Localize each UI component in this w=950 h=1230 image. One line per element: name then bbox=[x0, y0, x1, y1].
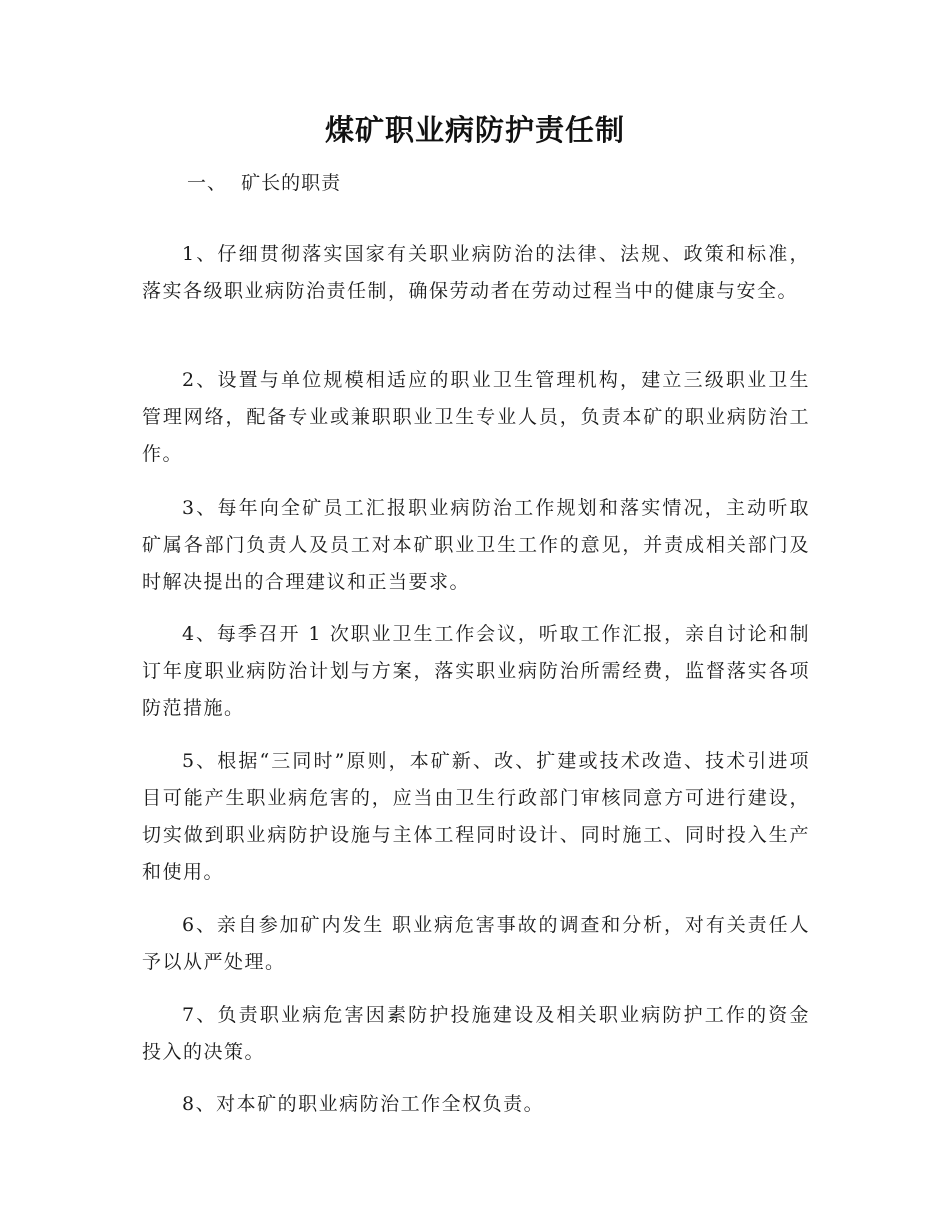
section-heading: 一、 矿长的职责 bbox=[187, 172, 342, 194]
paragraph-4: 4、每季召开 1 次职业卫生工作会议，听取工作汇报，亲自讨论和制订年度职业病防治计划与方案，落实职业病防治所需经费，监督落实各项防范措施。 bbox=[142, 623, 810, 719]
paragraph-2: 2、设置与单位规模相适应的职业卫生管理机构，建立三级职业卫生管理网络，配备专业或兼职职业卫生专业人员，负责本矿的职业病防治工作。 bbox=[142, 369, 810, 465]
paragraph-6: 6、亲自参加矿内发生 职业病危害事故的调查和分析，对有关责任人予以从严处理。 bbox=[142, 914, 810, 973]
paragraph-7: 7、负责职业病危害因素防护投施建设及相关职业病防护工作的资金投入的决策。 bbox=[142, 1004, 810, 1063]
paragraph-1: 1、仔细贯彻落实国家有关职业病防治的法律、法规、政策和标准，落实各级职业病防治责任制，确保劳动者在劳动过程当中的健康与安全。 bbox=[142, 243, 810, 302]
paragraph-8: 8、对本矿的职业病防治工作全权负责。 bbox=[182, 1093, 545, 1115]
paragraph-3: 3、每年向全矿员工汇报职业病防治工作规划和落实情况，主动听取矿属各部门负责人及员工对本矿职业卫生工作的意见，并责成相关部门及时解决提出的合理建议和正当要求。 bbox=[142, 497, 810, 593]
paragraph-5: 5、根据“三同时”原则，本矿新、改、扩建或技术改造、技术引进项目可能产生职业病危害的，应当由卫生行政部门审核同意方可进行建设，切实做到职业病防护设施与主体工程同时设计、同时施工、同时投入生产和使用。 bbox=[142, 750, 810, 883]
document-title: 煤矿职业病防护责任制 bbox=[324, 113, 625, 147]
